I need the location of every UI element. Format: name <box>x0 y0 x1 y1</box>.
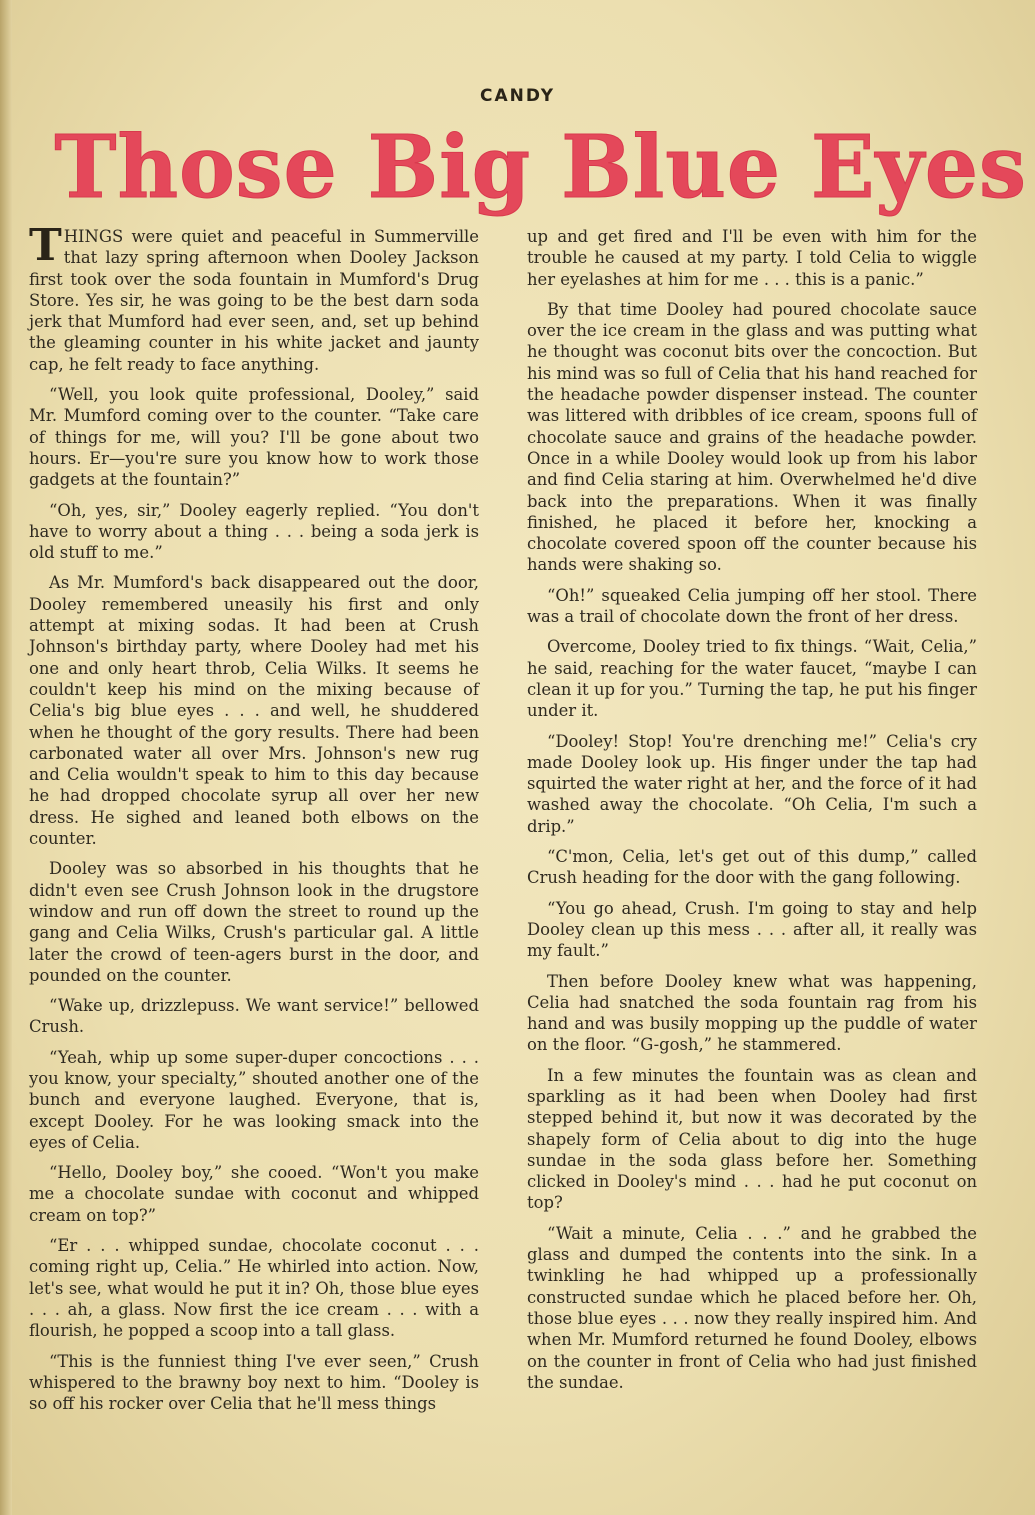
paragraph: By that time Dooley had poured chocolate sauce over the ice cream in the glass and was putting what he thought was coconut bits over the concoction. But his mind was so full of Celia that his hand reached for the headache powder dispenser instead. The counter was littered with dribbles of ice cream, spoons full of chocolate sauce and grains of the headache powder. Once in a while Dooley would look up from his labor and find Celia staring at him. Overwhelmed he'd dive back into the preparations. When it was finally finished, he placed it before her, knocking a chocolate covered spoon off the counter because his hands were shaking so. <box>527 299 977 575</box>
left-column <box>29 220 479 1423</box>
paragraph: Overcome, Dooley tried to fix things. “Wait, Celia,” he said, reaching for the water faucet, “maybe I can clean it up for you.” Turning the tap, he put his finger under it. <box>527 637 977 721</box>
paragraph: THINGS were quiet and peaceful in Summerville that lazy spring afternoon when Dooley Jackson first took over the soda fountain in Mumford's Drug Store. Yes sir, he was going to be the best darn soda jerk that Mumford had ever seen, and, set up behind the gleaming counter in his white jacket and jaunty cap, he felt ready to face anything. <box>29 220 479 374</box>
paragraph: “Oh, yes, sir,” Dooley eagerly replied. “You don't have to worry about a thing . . . being a soda jerk is old stuff to me.” <box>29 500 479 563</box>
paragraph: “Oh!” squeaked Celia jumping off her stool. There was a trail of chocolate down the front of her dress. <box>527 585 977 627</box>
paragraph: “Er . . . whipped sundae, chocolate coconut . . . coming right up, Celia.” He whirled into action. Now, let's see, what would he put it in? Oh, those blue eyes . . . ah, a glass. Now first the ice cream . . . with a flourish, he popped a scoop into a tall glass. <box>29 1236 479 1341</box>
story-title: Those Big Blue Eyes <box>54 117 1027 218</box>
paragraph: As Mr. Mumford's back disappeared out the door, Dooley remembered uneasily his first and only attempt at mixing sodas. It had been at Crush Johnson's birthday party, where Dooley had met his one and only heart throb, Celia Wilks. It seems he couldn't keep his mind on the mixing because of Celia's big blue eyes . . . and well, he shuddered when he thought of the gory results. There had been carbonated water all over Mrs. Johnson's new rug and Celia wouldn't speak to him to this day because he had dropped chocolate syrup all over her new dress. He sighed and leaned both elbows on the counter. <box>29 573 479 849</box>
paragraph: “Wait a minute, Celia . . .” and he grabbed the glass and dumped the contents into the sink. In a twinkling he had whipped up a professionally constructed sundae which he placed before her. Oh, those blue eyes . . . now they really inspired him. And when Mr. Mumford returned he found Dooley, elbows on the counter in front of Celia who had just finished the sundae. <box>527 1223 977 1392</box>
paragraph: “Dooley! Stop! You're drenching me!” Celia's cry made Dooley look up. His finger under the tap had squirted the water right at her, and the force of it had washed away the chocolate. “Oh Celia, I'm such a drip.” <box>527 731 977 836</box>
paragraph: “C'mon, Celia, let's get out of this dump,” called Crush heading for the door with the gang following. <box>527 847 977 888</box>
paragraph: Dooley was so absorbed in his thoughts that he didn't even see Crush Johnson look in the drugstore window and run off down the street to round up the gang and Celia Wilks, Crush's particular gal. A little later the crowd of teen-agers burst in the door, and pounded on the counter. <box>29 859 479 985</box>
paragraph: “Yeah, whip up some super-duper concoctions . . . you know, your specialty,” shouted another one of the bunch and everyone laughed. Everyone, that is, except Dooley. For he was looking smack into the eyes of Celia. <box>29 1047 479 1152</box>
paragraph: In a few minutes the fountain was as clean and sparkling as it had been when Dooley had first stepped behind it, but now it was decorated by the shapely form of Celia about to dig into the huge sundae in the soda glass before her. Something clicked in Dooley's mind . . . had he put coconut on top? <box>527 1065 977 1213</box>
running-head: CANDY <box>479 86 556 106</box>
page-edge <box>0 0 12 1515</box>
paragraph: Then before Dooley knew what was happening, Celia had snatched the soda fountain rag from his hand and was busily mopping up the puddle of water on the floor. “G-gosh,” he stammered. <box>527 971 977 1055</box>
right-column <box>527 226 977 1402</box>
paragraph: “Wake up, drizzlepuss. We want service!” bellowed Crush. <box>29 996 479 1037</box>
paragraph: up and get fired and I'll be even with him for the trouble he caused at my party. I told Celia to wiggle her eyelashes at him for me . . . this is a panic.” <box>527 227 977 289</box>
paragraph: “You go ahead, Crush. I'm going to stay and help Dooley clean up this mess . . . after all, it really was my fault.” <box>527 898 977 961</box>
paragraph: “Hello, Dooley boy,” she cooed. “Won't you make me a chocolate sundae with coconut and whipped cream on top?” <box>29 1163 479 1225</box>
paragraph: “Well, you look quite professional, Dooley,” said Mr. Mumford coming over to the counter. “Take care of things for me, will you? I'll be gone about two hours. Er—you're sure you know how to work those gadgets at the fountain?” <box>29 385 479 490</box>
drop-cap: T <box>29 220 62 271</box>
paragraph: “This is the funniest thing I've ever seen,” Crush whispered to the brawny boy next to him. “Dooley is so off his rocker over Celia that he'll mess things <box>29 1351 479 1414</box>
